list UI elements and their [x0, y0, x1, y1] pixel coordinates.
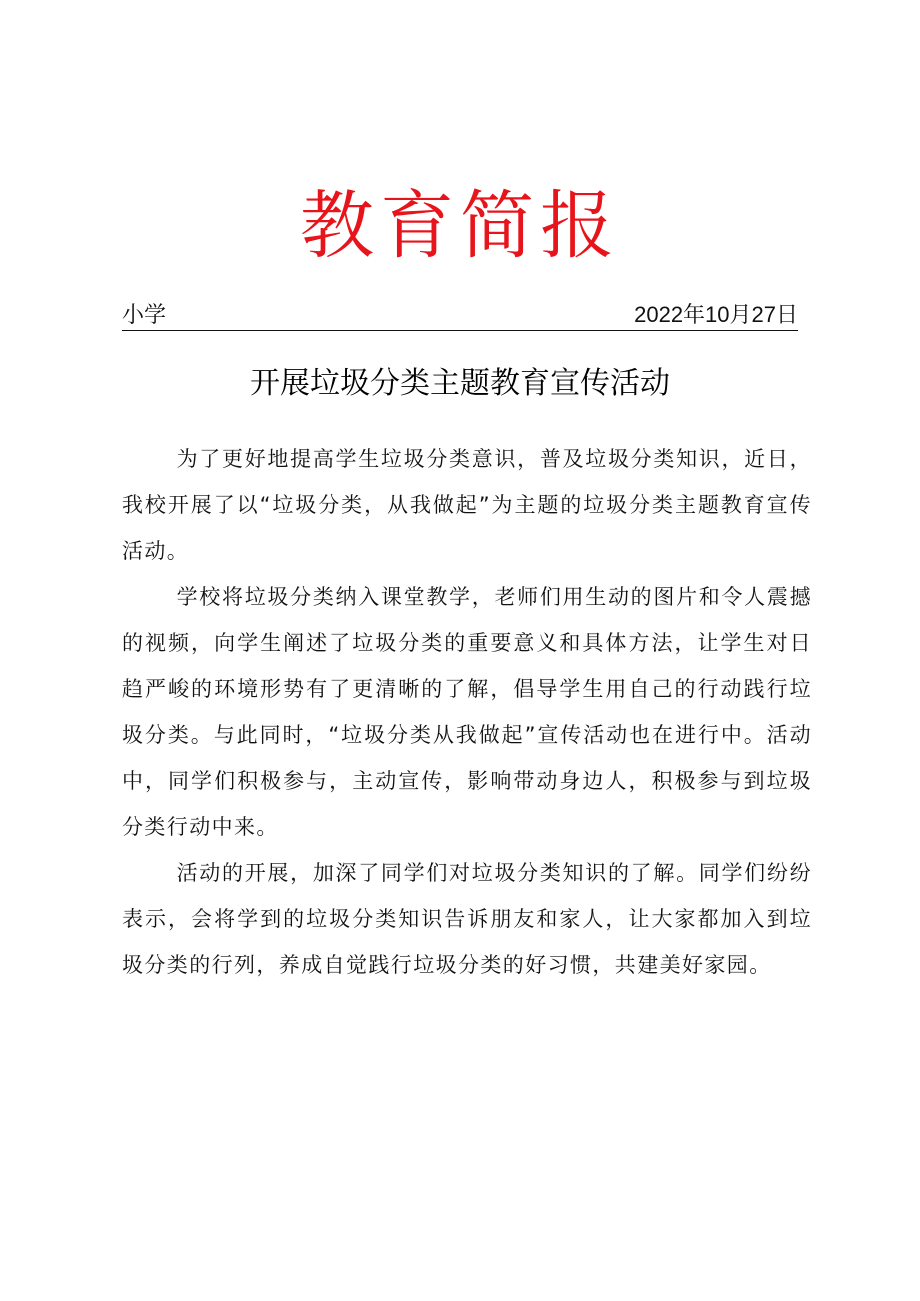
article-headline: 开展垃圾分类主题教育宣传活动: [250, 366, 670, 401]
issue-date: 2022年10月27日: [634, 302, 798, 327]
article-paragraph: 活动的开展，加深了同学们对垃圾分类知识的了解。同学们纷纷表示，会将学到的垃圾分类知识告诉朋友和家人，让大家都加入到垃圾分类的行列，养成自觉践行垃圾分类的好习惯，共建美好家园。: [122, 861, 812, 977]
masthead-title: 教育简报: [300, 183, 620, 269]
issue-info-row: [122, 300, 798, 331]
article-paragraph: 为了更好地提高学生垃圾分类意识，普及垃圾分类知识，近日，我校开展了以“垃圾分类，从我做起”为主题的垃圾分类主题教育宣传活动。: [122, 447, 812, 563]
article-paragraph: 学校将垃圾分类纳入课堂教学，老师们用生动的图片和令人震撼的视频，向学生阐述了垃圾分类的重要意义和具体方法，让学生对日趋严峻的环境形势有了更清晰的了解，倡导学生用自己的行动践行垃圾分类。与此同时，“垃圾分类从我做起”宣传活动也在进行中。活动中，同学们积极参与，主动宣传，影响带动身边人，积极参与到垃圾分类行动中来。: [122, 585, 812, 839]
article-body: [122, 436, 812, 988]
school-name: 小学: [122, 302, 167, 327]
